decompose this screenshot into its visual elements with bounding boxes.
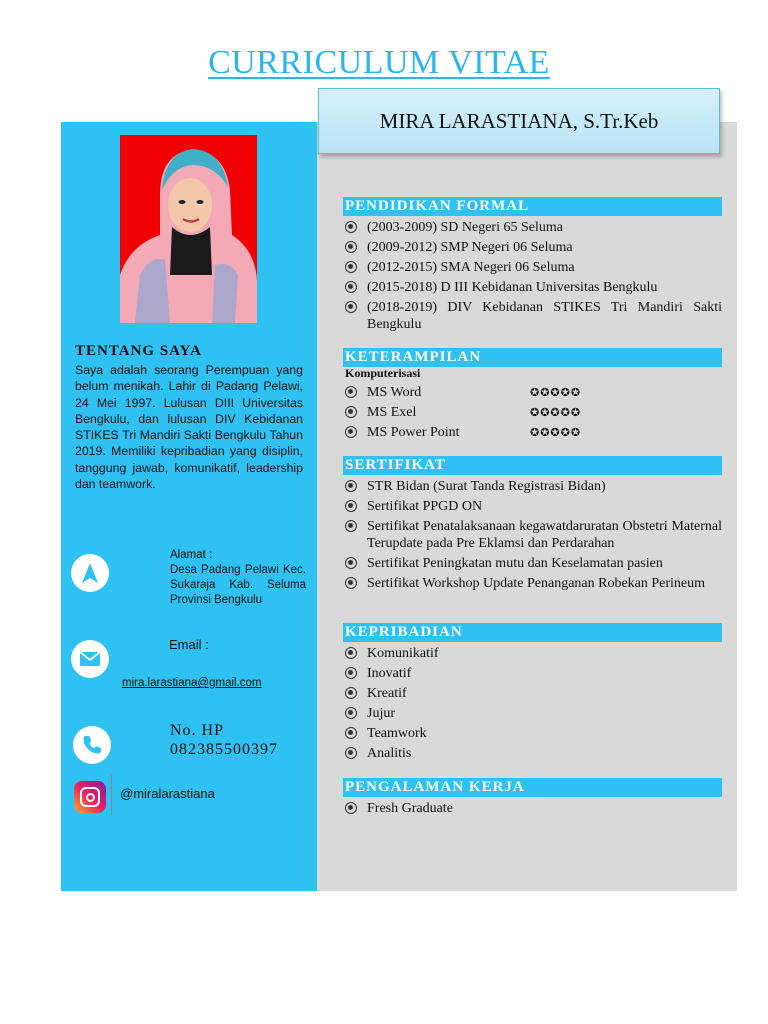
address-label: Alamat :	[170, 549, 213, 561]
rating-stars: ✪✪✪✪✪	[530, 386, 582, 399]
bullet-icon	[345, 802, 357, 814]
skills-heading: KETERAMPILAN	[343, 348, 722, 367]
list-item: Komunikatif	[345, 645, 722, 662]
rating-stars: ✪✪✪✪✪	[530, 426, 582, 439]
bullet-icon	[345, 500, 357, 512]
list-item: Analitis	[345, 745, 722, 762]
instagram-handle: @miralarastiana	[120, 786, 215, 801]
profile-photo	[120, 135, 257, 323]
list-item: MS Word ✪✪✪✪✪	[345, 384, 722, 401]
phone-icon	[73, 726, 111, 764]
list-item: (2012-2015) SMA Negeri 06 Seluma	[345, 259, 722, 276]
personality-heading: KEPRIBADIAN	[343, 623, 722, 642]
email-label: Email :	[169, 637, 209, 652]
bullet-icon	[345, 667, 357, 679]
email-link[interactable]: mira.larastiana@gmail.com	[122, 677, 262, 689]
location-icon	[71, 554, 109, 592]
certificates-heading: SERTIFIKAT	[343, 456, 722, 475]
list-item: (2015-2018) D III Kebidanan Universitas Bengkulu	[345, 279, 722, 296]
list-item: Sertifikat Peningkatan mutu dan Keselamatan pasien	[345, 555, 722, 572]
bullet-icon	[345, 221, 357, 233]
address-value: Desa Padang Pelawi Kec. Sukaraja Kab. Seluma Provinsi Bengkulu	[170, 564, 306, 606]
bullet-icon	[345, 241, 357, 253]
bullet-icon	[345, 747, 357, 759]
list-item: Inovatif	[345, 665, 722, 682]
bullet-icon	[345, 557, 357, 569]
address-block	[122, 548, 306, 608]
education-list	[345, 219, 722, 336]
list-item: Sertifikat Penatalaksanaan kegawatdaruratan Obstetri Maternal Terupdate pada Pre Eklamsi dan Perdarahan	[345, 518, 722, 552]
bullet-icon	[345, 406, 357, 418]
list-item: STR Bidan (Surat Tanda Registrasi Bidan)	[345, 478, 722, 495]
bullet-icon	[345, 577, 357, 589]
bullet-icon	[345, 727, 357, 739]
education-heading: PENDIDIKAN FORMAL	[343, 197, 722, 216]
bullet-icon	[345, 647, 357, 659]
list-item: Fresh Graduate	[345, 800, 722, 817]
bullet-icon	[345, 687, 357, 699]
phone-number: 082385500397	[170, 741, 278, 758]
list-item: (2018-2019) DIV Kebidanan STIKES Tri Mandiri Sakti Bengkulu	[345, 299, 722, 333]
list-item: Sertifikat Workshop Update Penanganan Robekan Perineum	[345, 575, 722, 592]
instagram-icon	[74, 781, 106, 813]
about-text: Saya adalah seorang Perempuan yang belum menikah. Lahir di Padang Pelawi, 24 Mei 1997. Lulusan DIII Universitas Bengkulu, dan lulusan DIV Kebidanan STIKES Tri Mandiri Sakti Bengkulu Tahun 2019. Memiliki kepribadian yang disiplin, tanggung jawab, komunikatif, leadership dan teamwork.	[75, 363, 303, 492]
about-heading: TENTANG SAYA	[75, 343, 202, 359]
rating-stars: ✪✪✪✪✪	[530, 406, 582, 419]
skills-list	[345, 384, 722, 444]
bullet-icon	[345, 301, 357, 313]
phone-label: No. HP	[170, 722, 225, 739]
certificates-list	[345, 478, 722, 595]
list-item: MS Exel ✪✪✪✪✪	[345, 404, 722, 421]
bullet-icon	[345, 281, 357, 293]
bullet-icon	[345, 480, 357, 492]
bullet-icon	[345, 426, 357, 438]
email-icon	[71, 640, 109, 678]
list-item: Sertifikat PPGD ON	[345, 498, 722, 515]
experience-list	[345, 800, 722, 820]
bullet-icon	[345, 261, 357, 273]
list-item: Jujur	[345, 705, 722, 722]
instagram-divider	[111, 775, 112, 815]
bullet-icon	[345, 386, 357, 398]
personality-list	[345, 645, 722, 765]
page-title: CURRICULUM VITAE	[208, 44, 550, 81]
list-item: (2009-2012) SMP Negeri 06 Seluma	[345, 239, 722, 256]
list-item: Teamwork	[345, 725, 722, 742]
name-banner	[318, 88, 720, 154]
bullet-icon	[345, 520, 357, 532]
skills-subheading: Komputerisasi	[345, 366, 421, 380]
list-item: MS Power Point ✪✪✪✪✪	[345, 424, 722, 441]
list-item: Kreatif	[345, 685, 722, 702]
bullet-icon	[345, 707, 357, 719]
experience-heading: PENGALAMAN KERJA	[343, 778, 722, 797]
list-item: (2003-2009) SD Negeri 65 Seluma	[345, 219, 722, 236]
full-name: MIRA LARASTIANA, S.Tr.Keb	[379, 108, 659, 133]
